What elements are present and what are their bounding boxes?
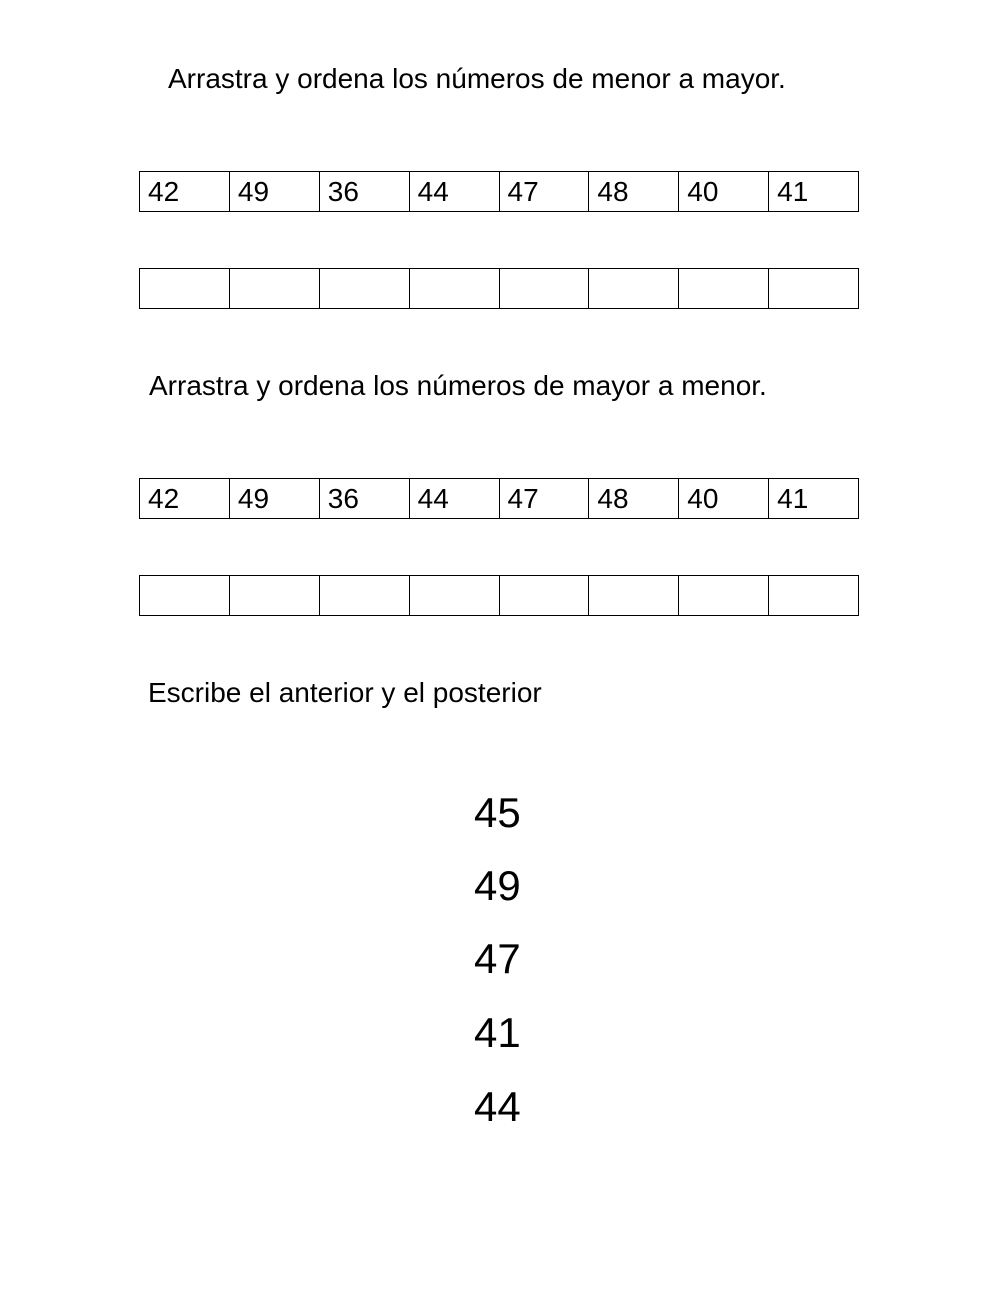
drop-slot[interactable]: [589, 269, 679, 308]
target-number: 41: [474, 1009, 521, 1056]
draggable-number[interactable]: 49: [230, 172, 320, 211]
drop-slot[interactable]: [679, 269, 769, 308]
draggable-number[interactable]: 41: [769, 172, 859, 211]
instruction-descending: Arrastra y ordena los números de mayor a menor.: [149, 370, 767, 401]
drop-slot[interactable]: [679, 576, 769, 615]
drop-slot[interactable]: [589, 576, 679, 615]
target-number: 45: [474, 789, 521, 836]
draggable-number[interactable]: 36: [320, 172, 410, 211]
draggable-number[interactable]: 42: [140, 172, 230, 211]
drop-slot[interactable]: [769, 269, 859, 308]
number-bank-descending: [139, 478, 859, 519]
draggable-number[interactable]: 48: [589, 172, 679, 211]
drop-slot[interactable]: [140, 576, 230, 615]
drop-slot[interactable]: [230, 576, 320, 615]
drop-slot[interactable]: [320, 576, 410, 615]
draggable-number[interactable]: 47: [500, 479, 590, 518]
instruction-before-after: Escribe el anterior y el posterior: [148, 677, 542, 708]
target-number: 49: [474, 862, 521, 909]
number-bank-ascending: [139, 171, 859, 212]
drop-slot[interactable]: [140, 269, 230, 308]
draggable-number[interactable]: 40: [679, 479, 769, 518]
answer-row-ascending: [139, 268, 859, 309]
drop-slot[interactable]: [410, 576, 500, 615]
draggable-number[interactable]: 44: [410, 479, 500, 518]
drop-slot[interactable]: [769, 576, 859, 615]
drop-slot[interactable]: [410, 269, 500, 308]
draggable-number[interactable]: 48: [589, 479, 679, 518]
draggable-number[interactable]: 40: [679, 172, 769, 211]
target-number: 47: [474, 935, 521, 982]
answer-row-descending: [139, 575, 859, 616]
drop-slot[interactable]: [320, 269, 410, 308]
drop-slot[interactable]: [230, 269, 320, 308]
draggable-number[interactable]: 36: [320, 479, 410, 518]
draggable-number[interactable]: 49: [230, 479, 320, 518]
instruction-ascending: Arrastra y ordena los números de menor a mayor.: [168, 63, 786, 94]
target-number: 44: [474, 1083, 521, 1130]
draggable-number[interactable]: 42: [140, 479, 230, 518]
draggable-number[interactable]: 41: [769, 479, 859, 518]
draggable-number[interactable]: 47: [500, 172, 590, 211]
drop-slot[interactable]: [500, 576, 590, 615]
draggable-number[interactable]: 44: [410, 172, 500, 211]
drop-slot[interactable]: [500, 269, 590, 308]
